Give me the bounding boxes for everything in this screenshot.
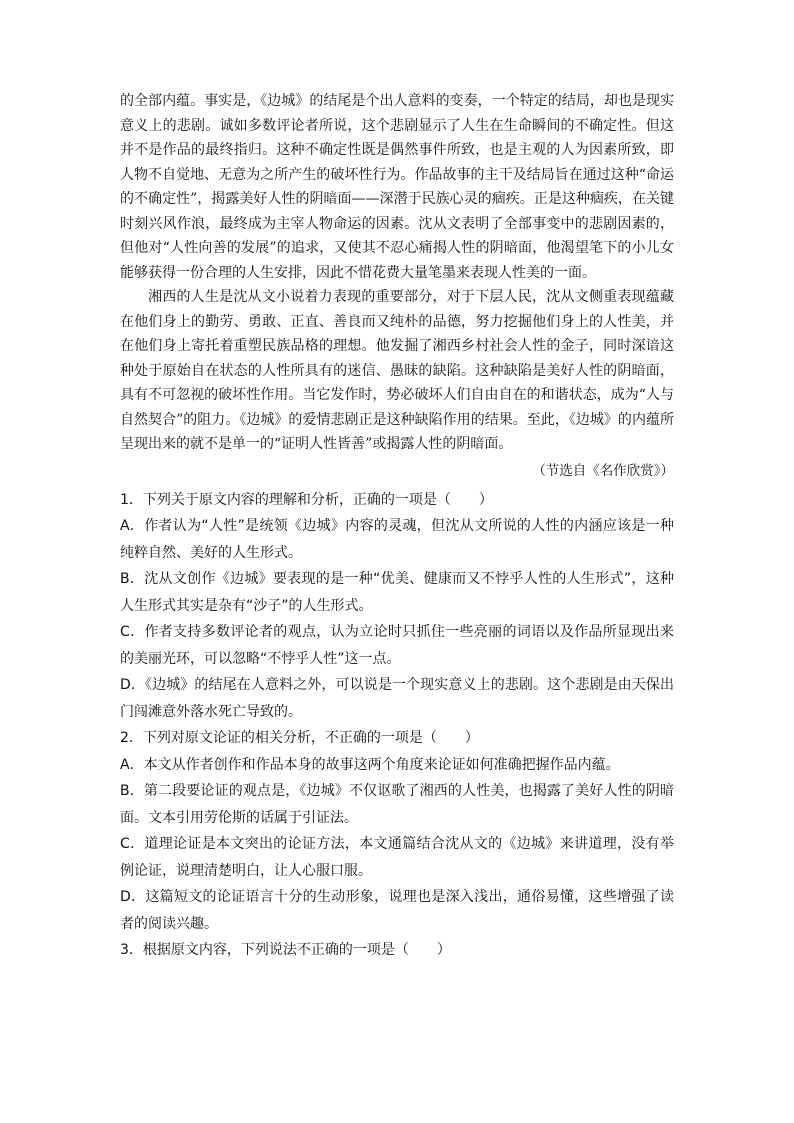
question-option-d: D．这篇短文的论证语言十分的生动形象，说理也是深入浅出，通俗易懂，这些增强了读者的阅读兴趣。 bbox=[120, 889, 674, 932]
question-stem: 1．下列关于原文内容的理解和分析，正确的一项是（ ） bbox=[120, 491, 493, 508]
question-2 bbox=[120, 725, 674, 937]
question-stem: 2．下列对原文论证的相关分析，不正确的一项是（ ） bbox=[120, 730, 479, 746]
question-stem: 3．根据原文内容，下列说法不正确的一项是（ ） bbox=[120, 942, 451, 958]
passage-source: （节选自《名作欣赏》） bbox=[532, 462, 674, 479]
passage-paragraph-2: 湘西的人生是沈从文小说着力表现的重要部分，对于下层人民，沈从文侧重表现蕴藏在他们身上的勤劳、勇敢、正直、善良而又纯朴的品德，努力挖掘他们身上的人性美，并在他们身上寄托着重塑民族品格的理想。他发掘了湘西乡村社会人性的金子，同时深谙这种处于原始自在状态的人性所具有的迷信、愚昧的缺陷。这种缺陷是美好人性的阴暗面，具有不可忽视的破坏性作用。当它发作时，势必破坏人们自由自在的和谐状态，成为“人与自然契合”的阻力。《边城》的爱情悲剧正是这种缺陷作用的结果。至此，《边城》的内蕴所呈现出来的就不是单一的“证明人性皆善”或揭露人性的阴暗面。 bbox=[120, 289, 674, 452]
question-3 bbox=[120, 937, 674, 964]
question-option-a: A．本文从作者创作和作品本身的故事这两个角度来论证如何准确把握作品内蕴。 bbox=[120, 756, 620, 773]
question-option-c: C．道理论证是本文突出的论证方法，本文通篇结合沈从文的《边城》来讲道理，没有举例论证，说理清楚明白，让人心服口服。 bbox=[120, 836, 674, 879]
question-option-a: A．作者认为“人性”是统领《边城》内容的灵魂，但沈从文所说的人性的内涵应该是一种纯粹自然、美好的人生形式。 bbox=[120, 518, 674, 561]
question-list bbox=[120, 487, 674, 964]
question-option-d: D．《边城》的结尾在人意料之外，可以说是一个现实意义上的悲剧。这个悲剧是由天保出门闯滩意外落水死亡导致的。 bbox=[120, 677, 674, 720]
passage-paragraph-1: 的全部内蕴。事实是，《边城》的结尾是个出人意料的变奏，一个特定的结局，却也是现实意义上的悲剧。诚如多数评论者所说，这个悲剧显示了人生在生命瞬间的不确定性。但这并不是作品的最终指归。这种不确定性既是偶然事件所致，也是主观的人为因素所致，即人物不自觉地、无意为之所产生的破坏性行为。作品故事的主干及结局旨在通过这种“命运的不确定性”，揭露美好人性的阴暗面——深潜于民族心灵的痼疾。正是这种痼疾，在关键时刻兴风作浪，最终成为主宰人物命运的因素。沈从文表明了全部事变中的悲剧因素的，但他对“人性向善的发展”的追求，又使其不忍心痛揭人性的阴暗面，他渴望笔下的小儿女能够获得一份合理的人生安排，因此不惜花费大量笔墨来表现人性美的一面。 bbox=[120, 93, 674, 281]
reading-passage bbox=[120, 89, 674, 457]
question-option-c: C．作者支持多数评论者的观点，认为立论时只抓住一些亮丽的词语以及作品所显现出来的美丽光环，可以忽略“不悖乎人性”这一点。 bbox=[120, 624, 674, 667]
question-option-b: B．第二段要论证的观点是，《边城》不仅讴歌了湘西的人性美，也揭露了美好人性的阴暗面。文本引用劳伦斯的话属于引证法。 bbox=[120, 783, 674, 826]
question-option-b: B．沈从文创作《边城》要表现的是一种“优美、健康而又不悖乎人性的人生形式”，这种人生形式其实是杂有“沙子”的人生形式。 bbox=[120, 571, 674, 614]
question-1 bbox=[120, 487, 674, 726]
